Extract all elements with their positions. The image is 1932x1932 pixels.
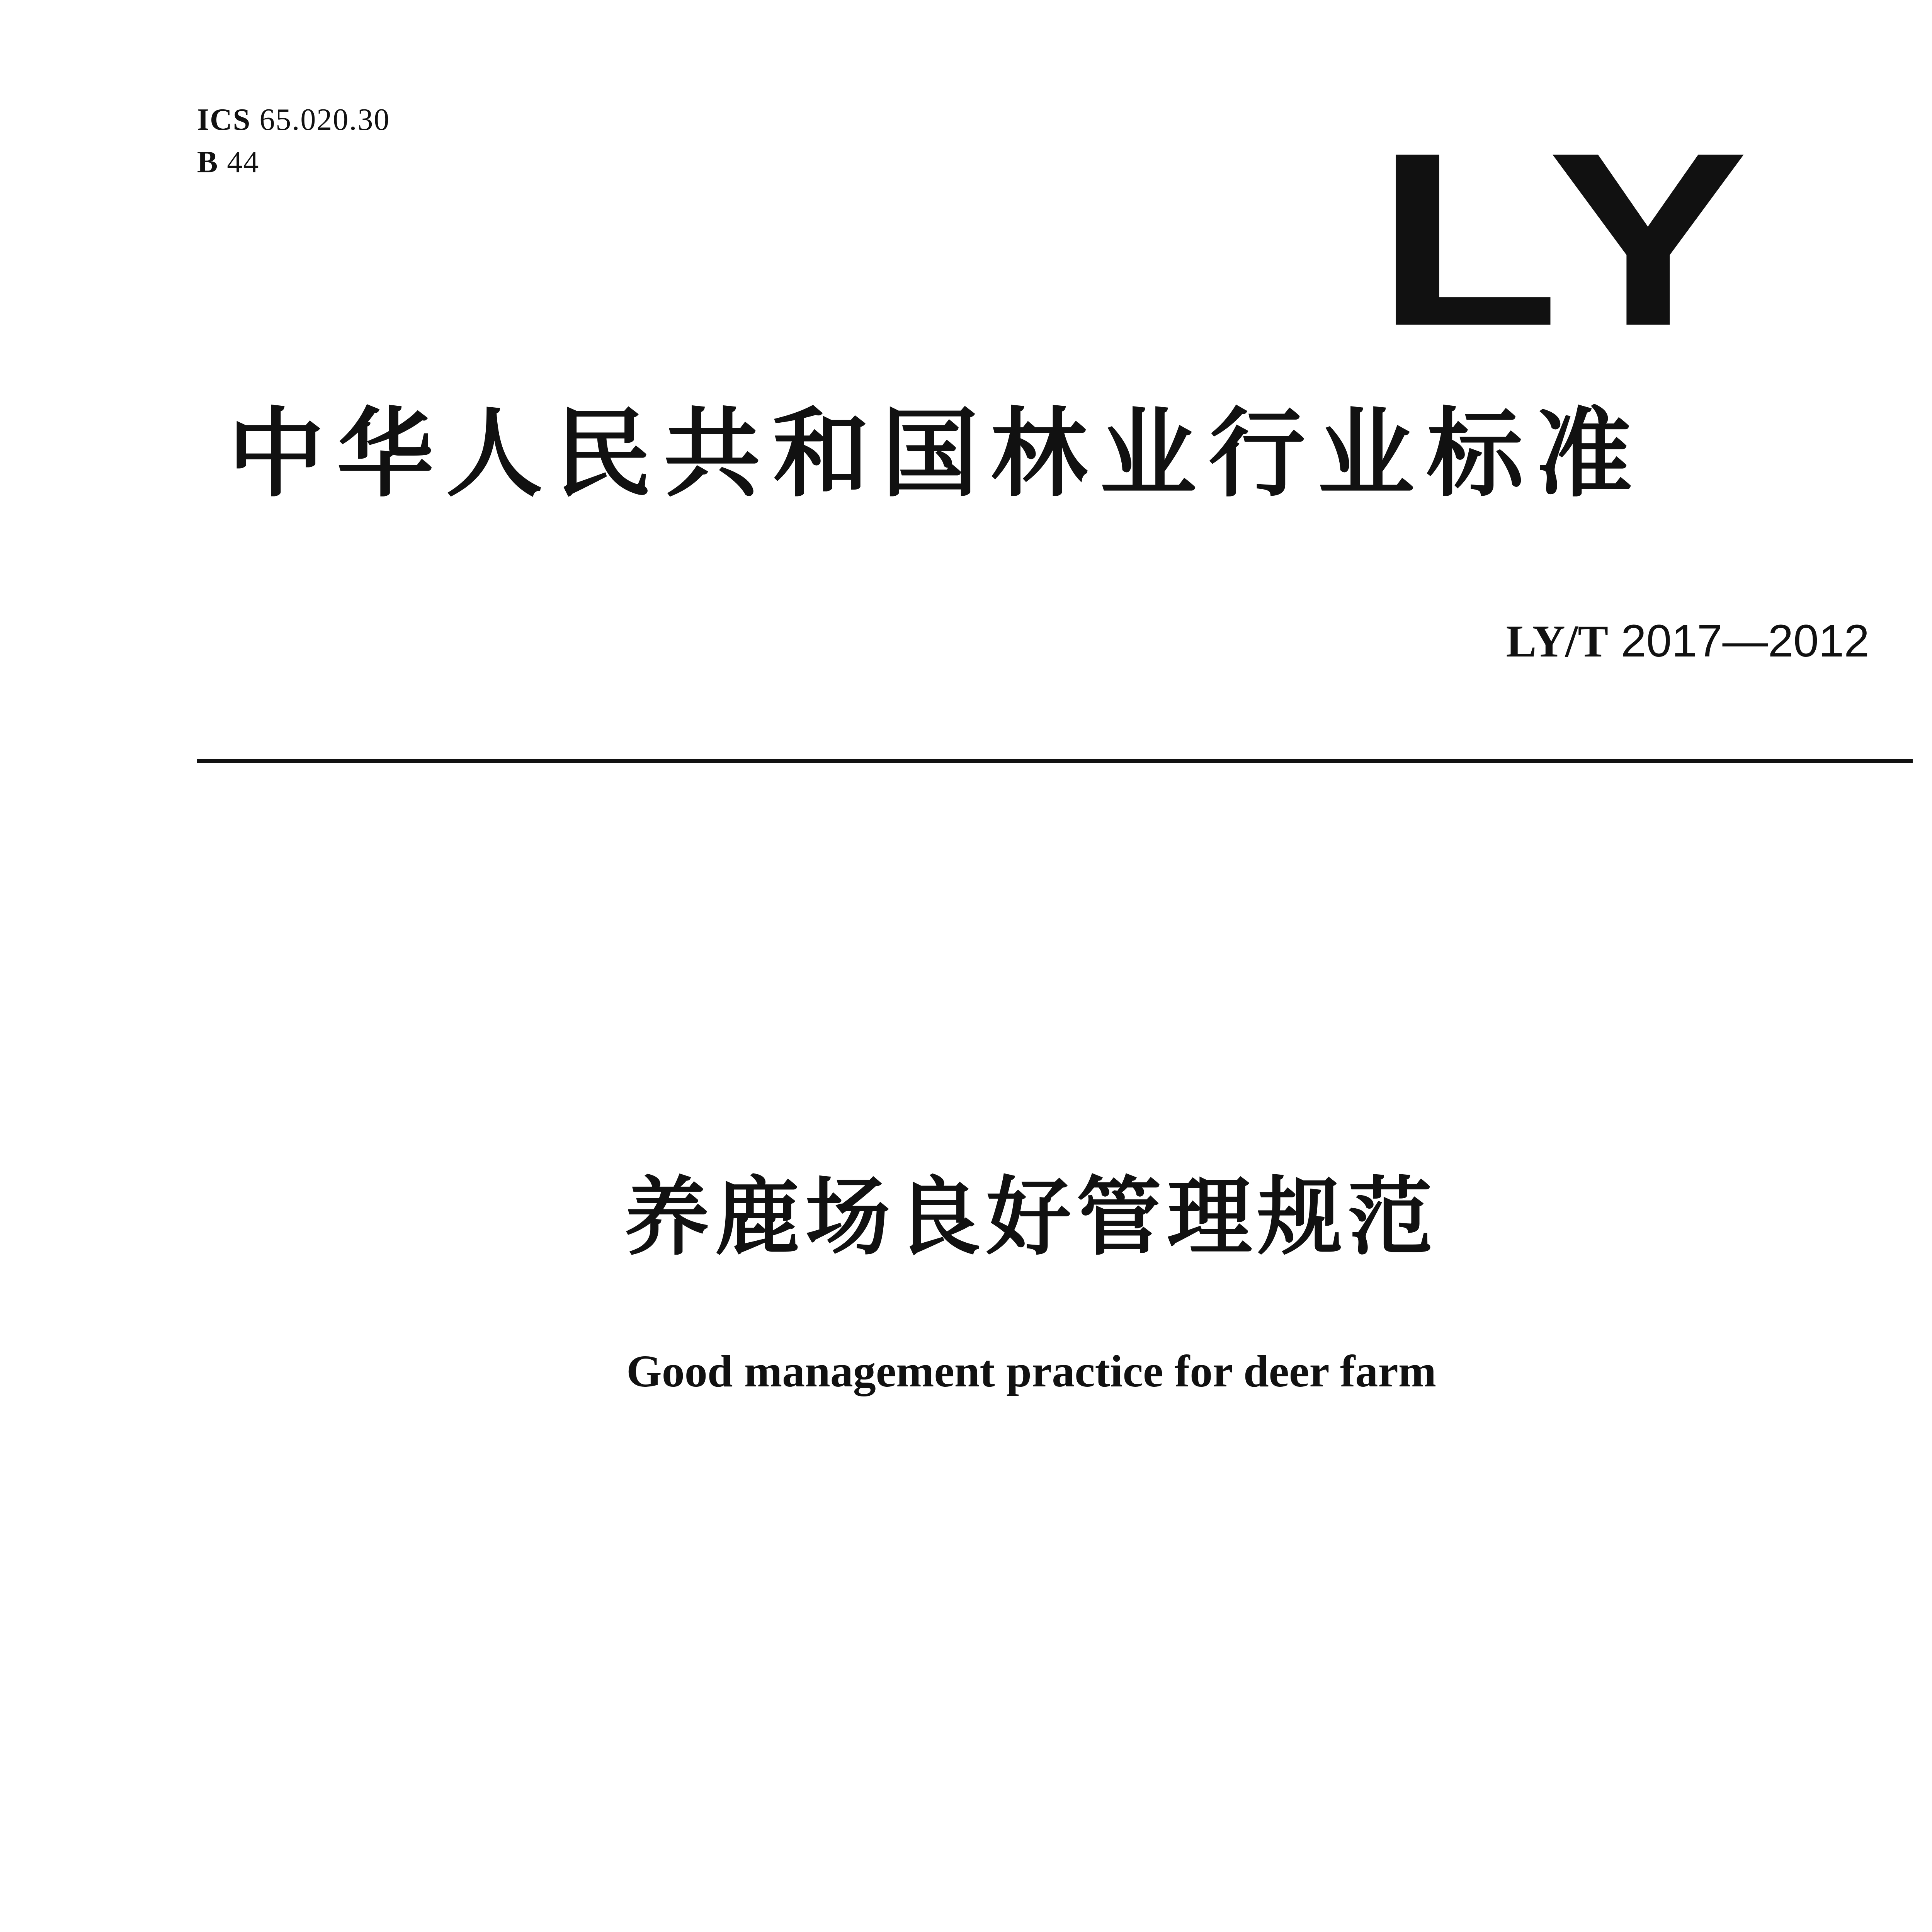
ccs-label: B bbox=[197, 145, 219, 179]
ics-label: ICS bbox=[197, 103, 251, 137]
document-title-english: Good management practice for deer farm bbox=[626, 1346, 1437, 1396]
industry-standard-title: 中华人民共和国林业行业标准 bbox=[228, 398, 1645, 510]
document-title-chinese: 养鹿场良好管理规范 bbox=[624, 1168, 1438, 1267]
standard-number bbox=[1506, 616, 1869, 667]
ly-logo: LY bbox=[1376, 101, 1764, 378]
ics-value: 65.020.30 bbox=[259, 103, 390, 137]
ccs-classification bbox=[197, 147, 259, 178]
header-divider bbox=[197, 759, 1913, 763]
ics-classification bbox=[197, 104, 390, 135]
ccs-value: 44 bbox=[227, 145, 260, 179]
standard-number-value: 2017—2012 bbox=[1621, 616, 1869, 667]
standard-number-prefix: LY/T bbox=[1506, 616, 1609, 667]
